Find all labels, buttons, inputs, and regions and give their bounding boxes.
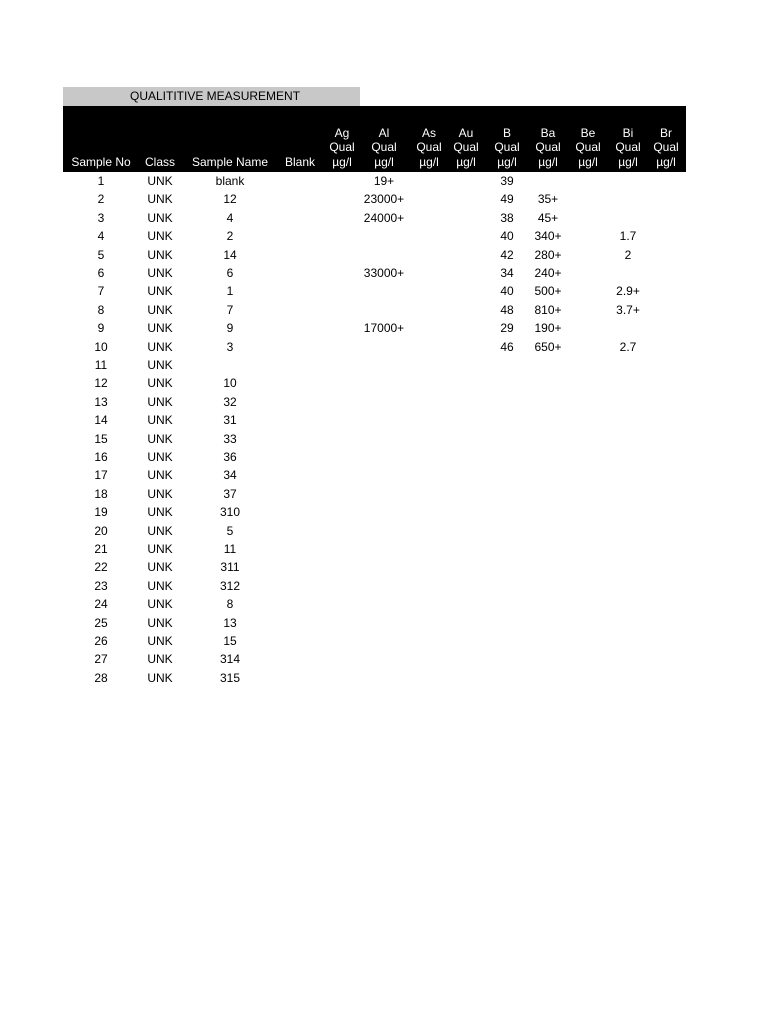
table-row	[0, 669, 768, 687]
cell-cls: UNK	[147, 578, 173, 593]
table-row	[0, 503, 768, 521]
table-row	[0, 246, 768, 264]
cell-name: 311	[220, 560, 240, 575]
cell-cls: UNK	[147, 229, 173, 244]
sheet-title: QUALITITIVE MEASUREMENT	[130, 89, 301, 103]
table-row	[0, 356, 768, 374]
cell-no: 6	[97, 266, 105, 280]
cell-name: 34	[223, 468, 237, 483]
header-line: Qual	[575, 140, 601, 154]
cell-no: 19	[94, 505, 108, 520]
cell-name: 13	[223, 615, 237, 630]
header-line: Qual	[653, 140, 679, 154]
header-line: Qual	[453, 140, 479, 154]
cell-al: 19+	[373, 174, 395, 188]
header-line: Sample Name	[191, 154, 269, 169]
cell-al: 23000+	[363, 192, 405, 207]
table-row	[0, 190, 768, 208]
header-line: µg/l	[332, 154, 352, 169]
table-row	[0, 338, 768, 356]
cell-cls: UNK	[147, 615, 173, 630]
cell-b: 40	[500, 284, 514, 299]
header-line: µg/l	[656, 154, 676, 169]
cell-ba: 240+	[534, 266, 562, 280]
cell-b: 38	[500, 210, 514, 225]
cell-al: 17000+	[363, 321, 405, 336]
table-row	[0, 374, 768, 392]
table-row	[0, 485, 768, 503]
cell-al: 24000+	[363, 210, 405, 225]
cell-name: 11	[223, 542, 237, 556]
cell-cls: UNK	[147, 321, 173, 336]
sheet-title-bar	[63, 87, 360, 106]
table-row	[0, 209, 768, 227]
table-row	[0, 282, 768, 300]
header-line: Class	[144, 154, 175, 169]
cell-name: 14	[223, 247, 237, 262]
cell-name: 312	[219, 578, 241, 593]
header-line: Br	[660, 125, 672, 140]
cell-no: 1	[97, 174, 105, 188]
cell-cls: UNK	[147, 358, 173, 372]
header-line: Au	[458, 125, 474, 140]
cell-no: 26	[94, 634, 108, 648]
cell-ba: 35+	[537, 192, 559, 207]
cell-ba: 45+	[537, 210, 559, 225]
header-line: Be	[580, 125, 596, 140]
table-row	[0, 430, 768, 448]
cell-b: 39	[500, 174, 514, 188]
header-line: Qual	[494, 140, 520, 154]
cell-name: 12	[223, 192, 237, 207]
cell-no: 8	[97, 302, 105, 317]
table-row	[0, 466, 768, 484]
cell-name: 33	[223, 431, 237, 446]
cell-ba: 650+	[534, 339, 562, 354]
cell-cls: UNK	[147, 597, 173, 612]
table-row	[0, 558, 768, 576]
cell-cls: UNK	[147, 542, 173, 556]
cell-cls: UNK	[147, 670, 173, 685]
cell-no: 18	[94, 486, 108, 501]
header-line: Qual	[371, 140, 397, 154]
header-line: µg/l	[374, 154, 394, 169]
header-line: Al	[378, 125, 390, 140]
cell-b: 34	[500, 266, 514, 280]
cell-name: 15	[223, 634, 237, 648]
table-row	[0, 614, 768, 632]
cell-name: 5	[226, 523, 234, 538]
header-line: µg/l	[419, 154, 439, 169]
header-line: Qual	[329, 140, 355, 154]
cell-no: 10	[94, 339, 108, 354]
cell-no: 9	[97, 321, 105, 336]
cell-cls: UNK	[147, 652, 173, 667]
cell-cls: UNK	[147, 247, 173, 262]
header-line: Ag	[334, 125, 350, 140]
cell-cls: UNK	[147, 174, 173, 188]
cell-no: 21	[94, 542, 108, 556]
table-row	[0, 227, 768, 245]
cell-name: 37	[223, 486, 237, 501]
cell-bi: 2.9+	[616, 284, 640, 299]
cell-ba: 500+	[534, 284, 562, 299]
table-row	[0, 301, 768, 319]
header-line: µg/l	[538, 154, 558, 169]
cell-no: 5	[97, 247, 105, 262]
cell-bi: 3.7+	[616, 302, 640, 317]
header-line: Bi	[622, 125, 634, 140]
cell-no: 7	[97, 284, 105, 299]
table-row	[0, 522, 768, 540]
cell-ba: 340+	[534, 229, 562, 244]
cell-cls: UNK	[147, 394, 173, 409]
cell-cls: UNK	[147, 376, 173, 391]
header-br	[626, 126, 706, 170]
cell-b: 49	[500, 192, 514, 207]
cell-no: 25	[94, 615, 108, 630]
cell-bi: 2	[624, 247, 632, 262]
table-header	[63, 106, 686, 172]
table-row	[0, 393, 768, 411]
cell-name: 6	[226, 266, 234, 280]
cell-b: 46	[500, 339, 514, 354]
header-line: µg/l	[456, 154, 476, 169]
cell-cls: UNK	[147, 450, 173, 464]
cell-cls: UNK	[147, 192, 173, 207]
table-row	[0, 650, 768, 668]
header-line: µg/l	[497, 154, 517, 169]
cell-name: 3	[226, 339, 234, 354]
cell-al: 33000+	[363, 266, 405, 280]
cell-cls: UNK	[147, 266, 173, 280]
header-cls	[120, 155, 200, 170]
cell-name: 310	[219, 505, 241, 520]
cell-b: 42	[500, 247, 514, 262]
table-row	[0, 264, 768, 282]
cell-no: 3	[97, 210, 105, 225]
cell-no: 13	[94, 394, 108, 409]
cell-no: 27	[94, 652, 108, 667]
cell-bi: 2.7	[619, 339, 637, 354]
cell-name: 2	[226, 229, 234, 244]
header-line: Blank	[284, 154, 316, 169]
cell-name: 36	[223, 450, 237, 464]
header-line: Sample No	[71, 154, 131, 169]
cell-no: 11	[94, 358, 108, 372]
cell-cls: UNK	[147, 523, 173, 538]
cell-no: 28	[94, 670, 108, 685]
table-row	[0, 448, 768, 466]
cell-no: 24	[94, 597, 108, 612]
table-row	[0, 172, 768, 190]
cell-cls: UNK	[147, 413, 173, 428]
table-row	[0, 540, 768, 558]
cell-ba: 280+	[534, 247, 562, 262]
cell-cls: UNK	[147, 634, 173, 648]
header-line: Ba	[540, 125, 556, 140]
cell-no: 20	[94, 523, 108, 538]
header-name	[190, 155, 270, 170]
cell-name: 4	[226, 210, 234, 225]
cell-cls: UNK	[147, 505, 173, 520]
header-line: As	[421, 125, 436, 140]
cell-no: 23	[94, 578, 108, 593]
cell-name: 31	[223, 413, 237, 428]
cell-no: 2	[97, 192, 105, 207]
table-row	[0, 577, 768, 595]
cell-cls: UNK	[147, 302, 173, 317]
header-line: B	[502, 125, 511, 140]
cell-ba: 810+	[534, 302, 562, 317]
header-line: Qual	[535, 140, 561, 154]
cell-no: 16	[94, 450, 108, 464]
cell-no: 12	[94, 376, 108, 391]
cell-name: 10	[223, 376, 237, 391]
cell-name: 8	[226, 597, 234, 612]
cell-b: 48	[500, 302, 514, 317]
cell-b: 40	[500, 229, 514, 244]
header-line: µg/l	[578, 154, 598, 169]
header-line: Qual	[615, 140, 641, 154]
table-row	[0, 595, 768, 613]
cell-name: blank	[215, 174, 245, 188]
cell-cls: UNK	[147, 486, 173, 501]
cell-cls: UNK	[147, 431, 173, 446]
cell-cls: UNK	[147, 210, 173, 225]
cell-no: 15	[94, 431, 108, 446]
cell-no: 4	[97, 229, 105, 244]
cell-name: 1	[226, 284, 234, 299]
cell-cls: UNK	[147, 468, 173, 483]
header-line: Qual	[416, 140, 442, 154]
cell-cls: UNK	[147, 284, 173, 299]
table-row	[0, 632, 768, 650]
cell-ba: 190+	[534, 321, 562, 336]
table-row	[0, 411, 768, 429]
cell-no: 17	[94, 468, 108, 483]
cell-bi: 1.7	[619, 229, 637, 244]
header-line: µg/l	[618, 154, 638, 169]
cell-b: 29	[500, 321, 514, 336]
cell-name: 7	[226, 302, 234, 317]
table-row	[0, 319, 768, 337]
cell-name: 314	[219, 652, 241, 667]
cell-no: 22	[94, 560, 108, 575]
cell-name: 315	[219, 670, 241, 685]
cell-cls: UNK	[147, 560, 173, 575]
cell-name: 32	[223, 394, 237, 409]
cell-no: 14	[94, 413, 108, 428]
cell-name: 9	[226, 321, 234, 336]
cell-cls: UNK	[147, 339, 173, 354]
